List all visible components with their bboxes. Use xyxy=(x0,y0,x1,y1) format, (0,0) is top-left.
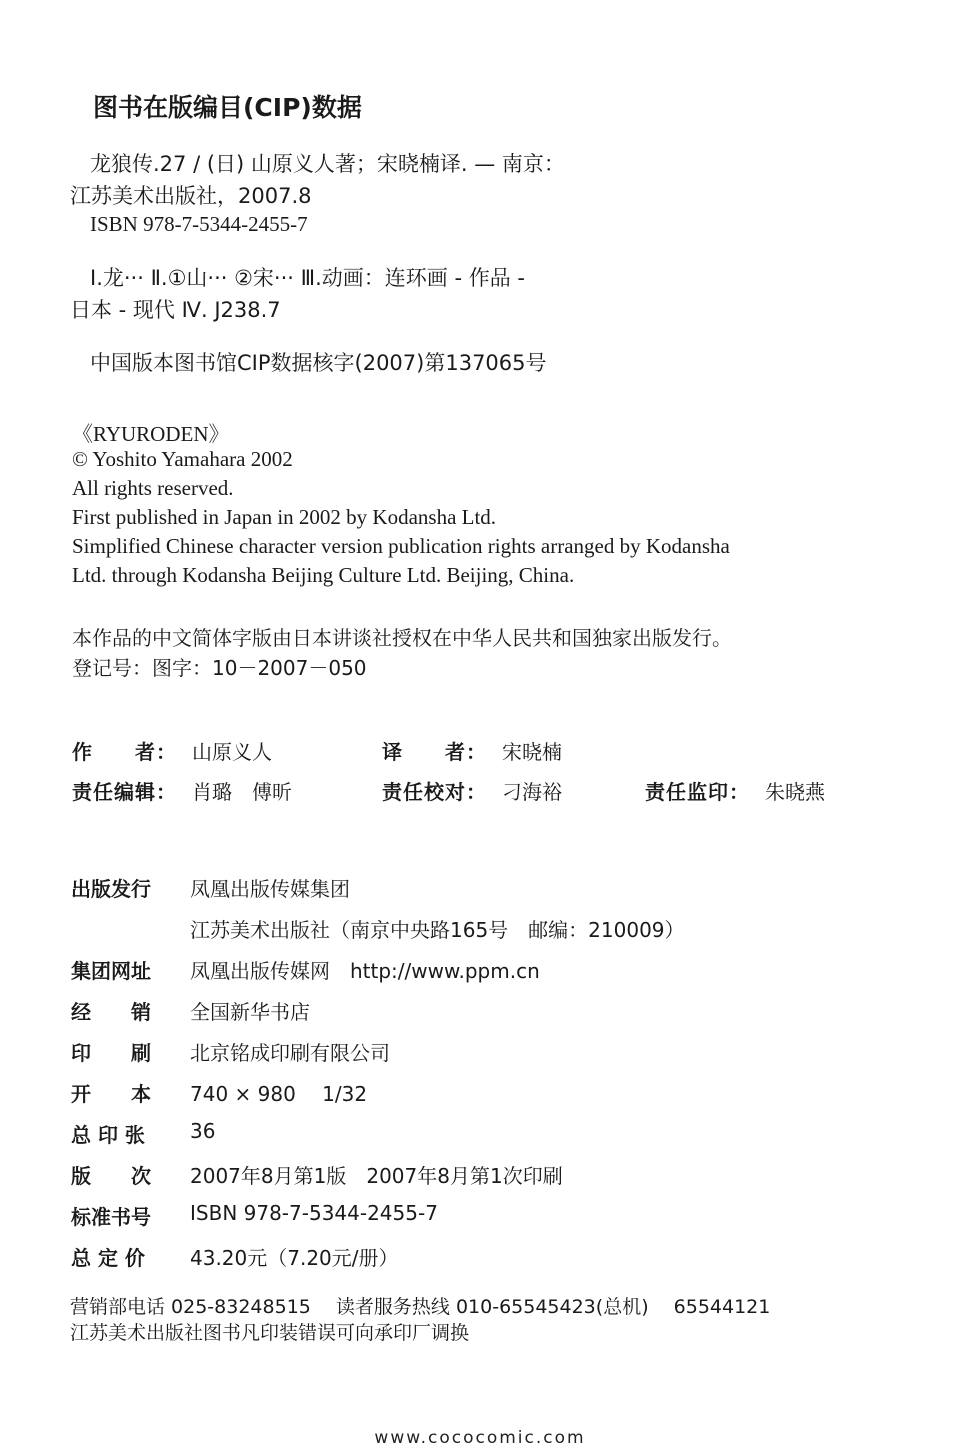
cip-line-2: 江苏美术出版社，2007.8 xyxy=(70,184,312,208)
pub-value: 凤凰出版传媒集团 xyxy=(190,877,350,901)
cip-line-1: 龙狼传.27 / (日) 山原义人著；宋晓楠译. — 南京： xyxy=(90,152,565,176)
pub-value: 北京铭成印刷有限公司 xyxy=(190,1041,390,1065)
pub-label: 总 定 价 xyxy=(71,1246,145,1270)
pub-value: 740 × 980 1/32 xyxy=(190,1082,368,1106)
rights-license-cn: 本作品的中文简体字版由日本讲谈社授权在中华人民共和国独家出版发行。 xyxy=(72,626,732,650)
rights-copyright: © Yoshito Yamahara 2002 xyxy=(72,447,293,471)
page-title: 图书在版编目(CIP)数据 xyxy=(93,93,362,122)
pub-value: 2007年8月第1版 2007年8月第1次印刷 xyxy=(190,1164,563,1188)
pub-label: 印 刷 xyxy=(71,1041,151,1065)
pub-value: 江苏美术出版社（南京中央路165号 邮编：210009） xyxy=(190,918,685,942)
credit-print-supervisor-value: 朱晓燕 xyxy=(765,780,825,804)
footer-phone: 营销部电话 025-83248515 读者服务热线 010-65545423(总机) 65544121 xyxy=(70,1296,771,1318)
rights-first-published: First published in Japan in 2002 by Kodansha Ltd. xyxy=(72,505,497,529)
credit-author-label: 作 者： xyxy=(72,740,177,764)
cip-line-5: 日本 - 现代 Ⅳ. J238.7 xyxy=(70,298,281,322)
credit-print-supervisor-label: 责任监印： xyxy=(645,780,750,804)
rights-title: 《RYURODEN》 xyxy=(72,422,230,446)
pub-label: 标准书号 xyxy=(71,1205,151,1229)
rights-registration: 登记号：图字：10－2007－050 xyxy=(72,656,367,680)
pub-label: 开 本 xyxy=(71,1082,151,1106)
watermark: www.cococomic.com xyxy=(374,1428,586,1448)
pub-label: 集团网址 xyxy=(71,959,151,983)
pub-value: ISBN 978-7-5344-2455-7 xyxy=(190,1201,438,1225)
pub-value: 全国新华书店 xyxy=(190,1000,310,1024)
cip-record-number: 中国版本图书馆CIP数据核字(2007)第137065号 xyxy=(90,351,547,375)
cip-line-4: Ⅰ.龙··· Ⅱ.①山··· ②宋··· Ⅲ.动画：连环画 - 作品 - xyxy=(90,266,525,290)
credit-author-value: 山原义人 xyxy=(192,740,272,764)
credit-translator-value: 宋晓楠 xyxy=(502,740,562,764)
pub-label: 总 印 张 xyxy=(71,1123,145,1147)
cip-isbn: ISBN 978-7-5344-2455-7 xyxy=(90,212,308,236)
rights-reserved: All rights reserved. xyxy=(72,476,234,500)
pub-value: 36 xyxy=(190,1119,216,1143)
pub-label: 版 次 xyxy=(71,1164,151,1188)
credit-editor-label: 责任编辑： xyxy=(72,780,177,804)
pub-label: 出版发行 xyxy=(71,877,151,901)
credit-proofreader-label: 责任校对： xyxy=(382,780,487,804)
pub-value: 凤凰出版传媒网 http://www.ppm.cn xyxy=(190,959,540,983)
footer-notice: 江苏美术出版社图书凡印装错误可向承印厂调换 xyxy=(70,1322,470,1344)
credit-translator-label: 译 者： xyxy=(382,740,487,764)
rights-arrangement-1: Simplified Chinese character version publication rights arranged by Kodansha xyxy=(72,534,730,558)
pub-value: 43.20元（7.20元/册） xyxy=(190,1246,399,1270)
rights-arrangement-2: Ltd. through Kodansha Beijing Culture Ltd. Beijing, China. xyxy=(72,563,575,587)
credit-proofreader-value: 刁海裕 xyxy=(502,780,562,804)
credit-editor-value: 肖璐 傅昕 xyxy=(192,780,292,804)
pub-label: 经 销 xyxy=(71,1000,151,1024)
